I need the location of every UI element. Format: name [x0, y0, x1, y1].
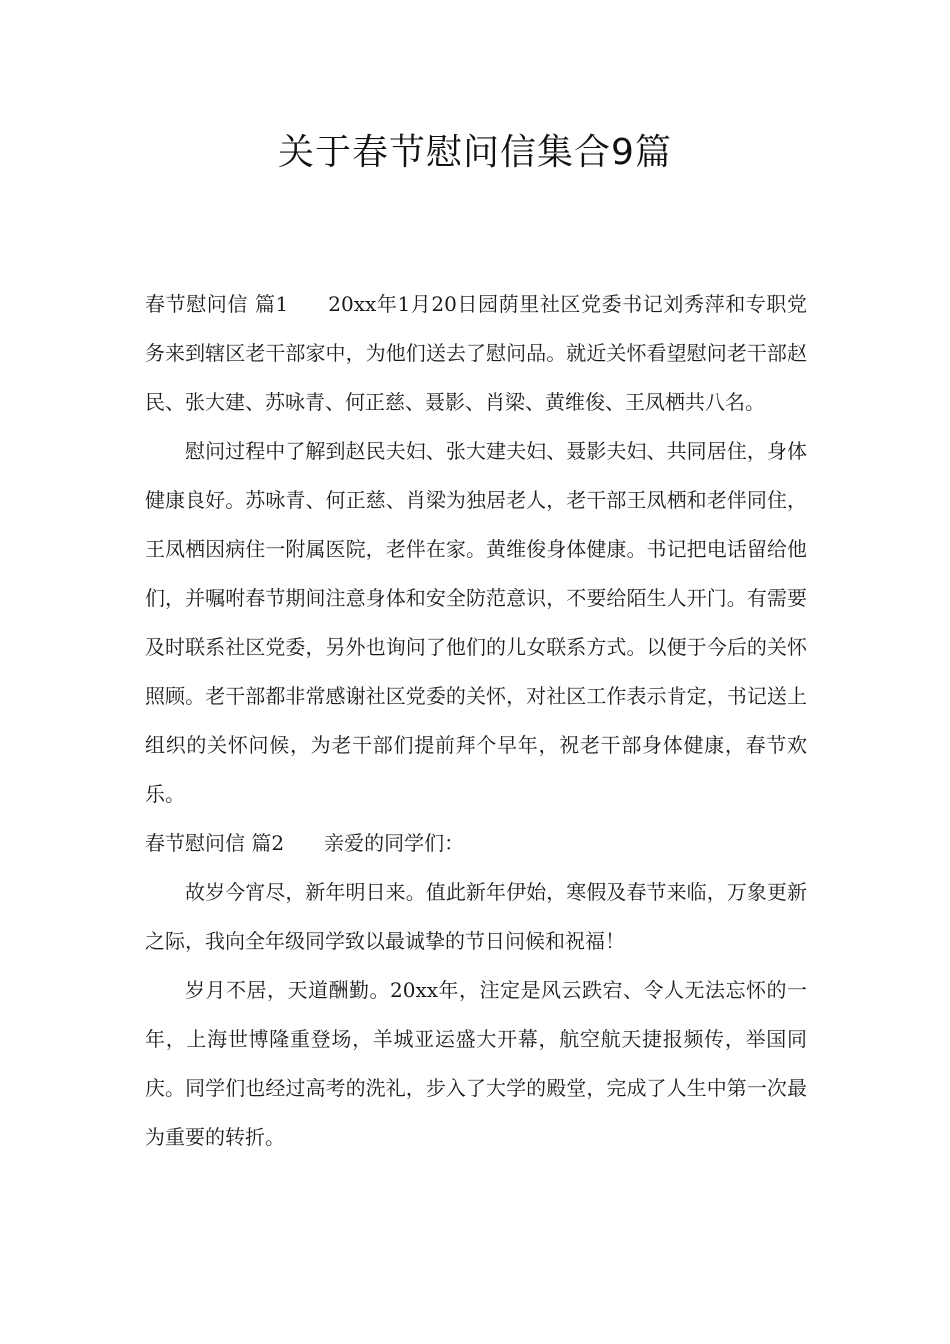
section-2-paragraph: 故岁今宵尽，新年明日来。值此新年伊始，寒假及春节来临，万象更新之际，我向全年级同学致以最诚挚的节日问候和祝福！	[145, 880, 807, 953]
document-title: 关于春节慰问信集合9篇	[278, 132, 672, 173]
document-body	[145, 280, 807, 1162]
section-1-paragraph: 慰问过程中了解到赵民夫妇、张大建夫妇、聂影夫妇、共同居住，身体健康良好。苏咏青、何正慈、肖梁为独居老人，老干部王凤栖和老伴同住，王凤栖因病住一附属医院，老伴在家。黄维俊身体健康。书记把电话留给他们，并嘱咐春节期间注意身体和安全防范意识，不要给陌生人开门。有需要及时联系社区党委，另外也询问了他们的儿女联系方式。以便于今后的关怀照顾。老干部都非常感谢社区党委的关怀，对社区工作表示肯定，书记送上组织的关怀问候，为老干部们提前拜个早年，祝老干部身体健康，春节欢乐。	[145, 439, 807, 806]
section-1-heading: 春节慰问信 篇1	[145, 292, 289, 316]
section-1-lead-text: 20xx年1月20日园荫里社区党委书记刘秀萍和专职党务来到辖区老干部家中，为他们送去了慰问品。就近关怀看望慰问老干部赵民、张大建、苏咏青、何正慈、聂影、肖梁、黄维俊、王凤栖共八名。	[145, 292, 807, 414]
section-2-heading: 春节慰问信 篇2	[145, 831, 285, 855]
section-2-lead-text: 亲爱的同学们：	[324, 831, 465, 855]
section-1-lead-paragraph	[145, 280, 807, 427]
section-2-paragraph: 岁月不居，天道酬勤。20xx年，注定是风云跌宕、令人无法忘怀的一年，上海世博隆重登场，羊城亚运盛大开幕，航空航天捷报频传，举国同庆。同学们也经过高考的洗礼，步入了大学的殿堂，完成了人生中第一次最为重要的转折。	[145, 978, 807, 1149]
section-2-lead-paragraph	[145, 819, 807, 868]
